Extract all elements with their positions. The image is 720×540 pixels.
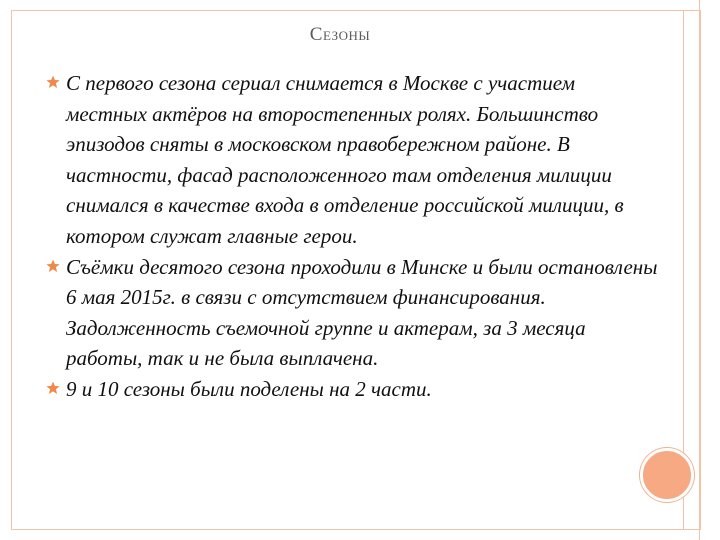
slide-title (0, 24, 684, 46)
bullet-text: Съёмки десятого сезона проходили в Минске и были остановлены 6 мая 2015г. в связи с отсутствием финансирования. Задолженность съемочной группе и актерам, за 3 месяца работы, так и не была выплачена. (66, 254, 658, 371)
bullet-text: 9 и 10 сезоны были поделены на 2 части. (66, 376, 432, 401)
bullet-item (46, 252, 660, 374)
bullet-text: С первого сезона сериал снимается в Москве с участием местных актёров на второстепенных ролях. Большинство эпизодов сняты в московском правобережном районе. В частности, фасад расположенного там отделения милиции снимался в качестве входа в отделение российской милиции, в котором служат главные герои. (66, 71, 624, 248)
star-bullet-icon (46, 75, 60, 89)
bullet-item (46, 68, 660, 252)
star-bullet-icon (46, 259, 60, 273)
star-bullet-icon (46, 381, 60, 395)
bullet-item (46, 374, 660, 405)
right-border-line-outer (699, 0, 700, 540)
right-border-line (683, 10, 684, 530)
slide-content (46, 68, 660, 405)
decorative-circle (640, 448, 694, 502)
slide-title-text: Сезоны (309, 24, 371, 45)
